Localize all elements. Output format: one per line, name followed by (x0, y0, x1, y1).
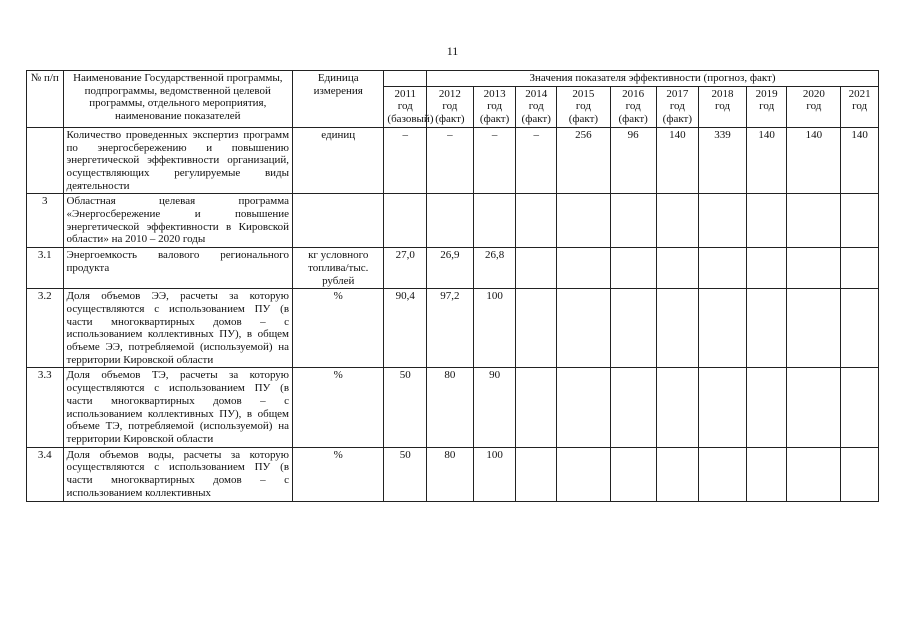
value-cell: – (473, 127, 516, 194)
year-header-cell (787, 86, 841, 127)
year-sub-label: год (715, 100, 731, 113)
year-header-cell (473, 86, 516, 127)
value-cell (516, 368, 557, 447)
value-cell (557, 248, 611, 289)
table-row (27, 289, 879, 368)
value-cell (557, 368, 611, 447)
year-label: 2012 (438, 87, 461, 100)
table-row (27, 368, 879, 447)
indicator-name-cell: Доля объемов ТЭ, расчеты за которую осуществляются с использованием ПУ (в части многоквартирных домов – с использованием коллективных ПУ), в общем объеме ТЭ, потребляемой (используемой) на территории Кировской области (63, 368, 292, 447)
year-header-cell (746, 86, 787, 127)
unit-cell: кг условного топлива/тыс. рублей (293, 248, 384, 289)
value-cell: 80 (427, 447, 474, 501)
value-cell (841, 289, 879, 368)
row-number-cell: 3.4 (27, 447, 64, 501)
table-row (27, 447, 879, 501)
indicators-table (26, 70, 879, 502)
value-cell: 27,0 (384, 248, 427, 289)
unit-cell: % (293, 447, 384, 501)
value-cell: 90 (473, 368, 516, 447)
indicator-name-cell: Доля объемов воды, расчеты за которую осуществляются с использованием ПУ (в части многоквартирных домов – с использованием коллективных (63, 447, 292, 501)
value-cell (746, 447, 787, 501)
year-header-cell (384, 86, 434, 127)
value-cell: 90,4 (384, 289, 427, 368)
value-cell (841, 194, 879, 248)
value-cell (699, 248, 747, 289)
value-cell: 50 (384, 447, 427, 501)
value-cell: 140 (656, 127, 699, 194)
unit-cell: % (293, 368, 384, 447)
year-label: 2013 (483, 87, 506, 100)
value-cell: 26,9 (427, 248, 474, 289)
value-cell (656, 248, 699, 289)
value-cell: 100 (473, 447, 516, 501)
value-cell: 140 (787, 127, 841, 194)
value-cell (516, 289, 557, 368)
value-cell: 140 (841, 127, 879, 194)
page-number: 11 (446, 44, 459, 58)
value-cell (699, 447, 747, 501)
year-label: 2019 (755, 87, 778, 100)
value-cell (473, 194, 516, 248)
value-cell (610, 368, 656, 447)
indicator-name-cell: Количество проведенных экспертиз программ по энергосбережению и повышению энергетической эффективности организаций, осуществляющих регулируемые виды деятельности (63, 127, 292, 194)
unit-cell: % (293, 289, 384, 368)
row-number-cell: 3.1 (27, 248, 64, 289)
row-number-cell: 3 (27, 194, 64, 248)
value-cell (557, 289, 611, 368)
value-cell (841, 447, 879, 501)
unit-cell (293, 194, 384, 248)
value-cell (787, 248, 841, 289)
table-row (27, 194, 879, 248)
year-label: 2011 (394, 87, 417, 100)
year-header-cell (610, 86, 656, 127)
value-cell: 256 (557, 127, 611, 194)
year-sub-label: год (факт) (662, 100, 692, 126)
year-sub-label: год (факт) (479, 100, 510, 126)
year-sub-label: год (факт) (435, 100, 465, 126)
header-unit: Единица измерения (293, 71, 384, 128)
table-row (27, 248, 879, 289)
year-label: 2014 (525, 87, 548, 100)
value-cell (427, 194, 474, 248)
year-sub-label: год (факт) (568, 100, 599, 126)
header-row (27, 71, 879, 87)
header-no: № п/п (27, 71, 64, 128)
year-sub-label: год (806, 100, 822, 113)
header-spacer-cell (384, 71, 427, 87)
value-cell (516, 194, 557, 248)
year-header-cell (557, 86, 611, 127)
value-cell: 140 (746, 127, 787, 194)
year-label: 2017 (666, 87, 689, 100)
value-cell (656, 289, 699, 368)
year-sub-label: год (факт) (618, 100, 648, 126)
value-cell: – (516, 127, 557, 194)
year-sub-label: год (базовый) (387, 100, 434, 126)
value-cell: 80 (427, 368, 474, 447)
value-cell (746, 368, 787, 447)
header-values: Значения показателя эффективности (прогноз, факт) (427, 71, 879, 87)
value-cell: 26,8 (473, 248, 516, 289)
value-cell (656, 194, 699, 248)
value-cell (746, 194, 787, 248)
value-cell (699, 289, 747, 368)
header-name: Наименование Государственной программы, подпрограммы, ведомственной целевой программы, отдельного мероприятия, наименование показателей (63, 71, 292, 128)
value-cell (656, 368, 699, 447)
value-cell (746, 289, 787, 368)
year-header-cell (656, 86, 699, 127)
value-cell (610, 289, 656, 368)
value-cell (787, 194, 841, 248)
table-row (27, 127, 879, 194)
value-cell (746, 248, 787, 289)
value-cell (787, 447, 841, 501)
value-cell (384, 194, 427, 248)
row-number-cell (27, 127, 64, 194)
value-cell (656, 447, 699, 501)
row-number-cell: 3.3 (27, 368, 64, 447)
value-cell (841, 368, 879, 447)
value-cell (841, 248, 879, 289)
year-label: 2020 (802, 87, 825, 100)
year-sub-label: год (852, 100, 868, 113)
indicator-name-cell: Энергоемкость валового регионального продукта (63, 248, 292, 289)
value-cell: – (384, 127, 427, 194)
value-cell (557, 447, 611, 501)
value-cell (699, 368, 747, 447)
value-cell: 100 (473, 289, 516, 368)
indicator-name-cell: Областная целевая программа «Энергосбережение и повышение энергетической эффективности в Кировской области» на 2010 – 2020 годы (63, 194, 292, 248)
year-header-cell (699, 86, 747, 127)
value-cell (516, 248, 557, 289)
value-cell: – (427, 127, 474, 194)
year-label: 2018 (711, 87, 734, 100)
year-sub-label: год (факт) (521, 100, 551, 126)
value-cell (516, 447, 557, 501)
value-cell (610, 194, 656, 248)
row-number-cell: 3.2 (27, 289, 64, 368)
year-label: 2015 (572, 87, 595, 100)
unit-cell: единиц (293, 127, 384, 194)
value-cell: 339 (699, 127, 747, 194)
value-cell: 50 (384, 368, 427, 447)
value-cell (557, 194, 611, 248)
year-sub-label: год (759, 100, 775, 113)
value-cell (699, 194, 747, 248)
year-label: 2016 (622, 87, 645, 100)
value-cell (610, 248, 656, 289)
value-cell (610, 447, 656, 501)
value-cell (787, 368, 841, 447)
year-header-cell (841, 86, 879, 127)
value-cell (787, 289, 841, 368)
indicator-name-cell: Доля объемов ЭЭ, расчеты за которую осуществляются с использованием ПУ (в части многоквартирных домов – с использованием коллективных ПУ), в общем объеме ЭЭ, потребляемой (используемой) на территории Кировской области (63, 289, 292, 368)
value-cell: 96 (610, 127, 656, 194)
year-header-cell (427, 86, 474, 127)
value-cell: 97,2 (427, 289, 474, 368)
year-label: 2021 (848, 87, 871, 100)
year-header-cell (516, 86, 557, 127)
